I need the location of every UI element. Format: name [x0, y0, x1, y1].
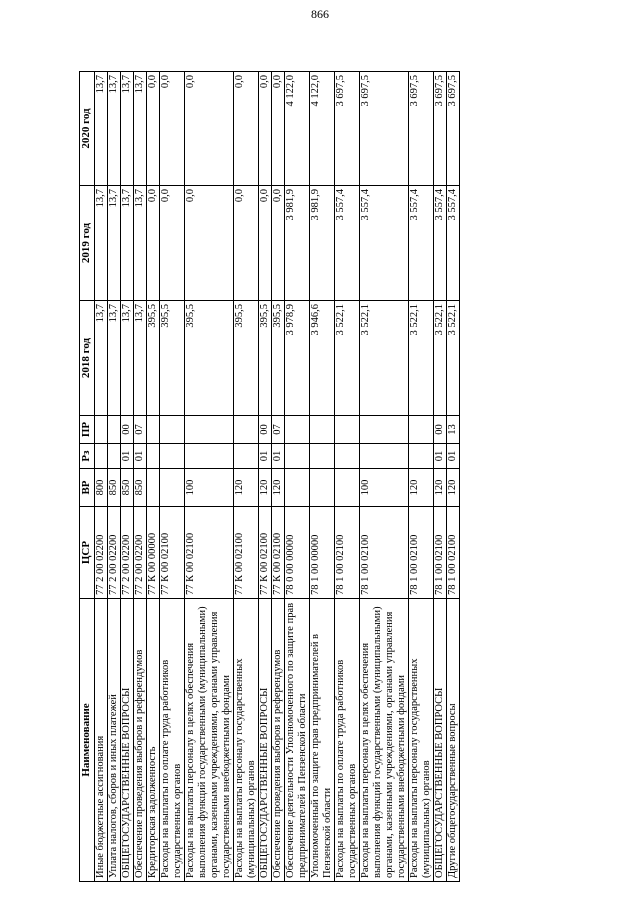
cell-name: ОБЩЕГОСУДАРСТВЕННЫЕ ВОПРОСЫ [121, 599, 134, 882]
cell-vr [335, 469, 360, 507]
cell-rz: 01 [447, 444, 460, 469]
cell-vr: 850 [134, 469, 147, 507]
cell-amount-2019: 3 981,9 [285, 186, 310, 301]
cell-rz [409, 444, 434, 469]
cell-vr: 800 [95, 469, 108, 507]
cell-amount-2018: 395,5 [259, 301, 272, 416]
cell-csr: 78 1 00 02100 [360, 507, 409, 599]
cell-amount-2020: 4 122,0 [285, 72, 310, 186]
cell-amount-2018: 13,7 [108, 301, 121, 416]
cell-amount-2020: 0,0 [234, 72, 259, 186]
table-row [185, 72, 234, 882]
cell-amount-2019: 3 981,9 [310, 186, 335, 301]
cell-csr: 77 К 00 02100 [259, 507, 272, 599]
cell-vr: 120 [447, 469, 460, 507]
cell-pr [95, 416, 108, 444]
cell-name: Расходы на выплаты по оплате труда работников государственных органов [335, 599, 360, 882]
cell-amount-2018: 3 522,1 [409, 301, 434, 416]
cell-name: Расходы на выплаты персоналу в целях обеспечения выполнения функций государственными (муниципальными) органами, казенными учреждениями, органами управления государственными внебюджетными фондами [185, 599, 234, 882]
cell-amount-2020: 0,0 [147, 72, 160, 186]
cell-pr [285, 416, 310, 444]
table-row [147, 72, 160, 882]
cell-csr: 77 К 00 02100 [160, 507, 185, 599]
cell-pr [360, 416, 409, 444]
cell-name: Расходы на выплаты по оплате труда работников государственных органов [160, 599, 185, 882]
cell-csr: 78 1 00 00000 [310, 507, 335, 599]
cell-csr: 78 1 00 02100 [434, 507, 447, 599]
cell-pr [160, 416, 185, 444]
cell-amount-2019: 13,7 [121, 186, 134, 301]
cell-name: Кредиторская задолженность [147, 599, 160, 882]
cell-amount-2019: 0,0 [147, 186, 160, 301]
budget-table [79, 71, 460, 882]
header-pr: ПР [80, 416, 95, 444]
cell-csr: 77 К 00 02100 [272, 507, 285, 599]
cell-amount-2018: 395,5 [272, 301, 285, 416]
cell-amount-2020: 0,0 [185, 72, 234, 186]
table-row [360, 72, 409, 882]
cell-pr [147, 416, 160, 444]
cell-rz: 01 [434, 444, 447, 469]
cell-amount-2018: 395,5 [234, 301, 259, 416]
cell-rz [335, 444, 360, 469]
cell-csr: 78 1 00 02100 [447, 507, 460, 599]
cell-rz [285, 444, 310, 469]
cell-amount-2020: 3 697,5 [335, 72, 360, 186]
cell-name: ОБЩЕГОСУДАРСТВЕННЫЕ ВОПРОСЫ [434, 599, 447, 882]
cell-name: Уполномоченный по защите прав предпринимателей в Пензенской области [310, 599, 335, 882]
cell-name: Расходы на выплаты персоналу государственных (муниципальных) органов [234, 599, 259, 882]
cell-name: Обеспечение проведения выборов и референдумов [134, 599, 147, 882]
cell-pr [108, 416, 121, 444]
header-vr: ВР [80, 469, 95, 507]
cell-csr: 77 2 00 02200 [134, 507, 147, 599]
table-row [95, 72, 108, 882]
table-header-row [80, 72, 95, 882]
cell-amount-2019: 0,0 [185, 186, 234, 301]
cell-csr: 77 К 00 02100 [234, 507, 259, 599]
cell-pr: 07 [272, 416, 285, 444]
cell-csr: 77 К 00 02100 [185, 507, 234, 599]
header-name: Наименование [80, 599, 95, 882]
cell-name: Обеспечение проведения выборов и референдумов [272, 599, 285, 882]
cell-amount-2019: 13,7 [134, 186, 147, 301]
cell-amount-2018: 3 978,9 [285, 301, 310, 416]
cell-amount-2019: 0,0 [272, 186, 285, 301]
cell-amount-2018: 3 522,1 [335, 301, 360, 416]
cell-rz: 01 [134, 444, 147, 469]
cell-name: Другие общегосударственные вопросы [447, 599, 460, 882]
cell-amount-2018: 395,5 [160, 301, 185, 416]
cell-csr: 77 2 00 02200 [95, 507, 108, 599]
cell-amount-2018: 13,7 [95, 301, 108, 416]
table-row [447, 72, 460, 882]
cell-vr: 120 [234, 469, 259, 507]
table-row [335, 72, 360, 882]
cell-vr: 120 [409, 469, 434, 507]
cell-pr [335, 416, 360, 444]
cell-amount-2020: 3 697,5 [447, 72, 460, 186]
cell-pr [234, 416, 259, 444]
cell-vr [285, 469, 310, 507]
page-number: 866 [311, 7, 329, 21]
cell-rz [310, 444, 335, 469]
cell-vr: 100 [360, 469, 409, 507]
cell-pr [409, 416, 434, 444]
cell-csr: 77 2 00 02200 [121, 507, 134, 599]
cell-amount-2020: 13,7 [121, 72, 134, 186]
cell-name: Иные бюджетные ассигнования [95, 599, 108, 882]
table-row [409, 72, 434, 882]
cell-name: Обеспечение деятельности Уполномоченного по защите прав предпринимателей в Пензенской области [285, 599, 310, 882]
cell-amount-2018: 3 522,1 [434, 301, 447, 416]
cell-amount-2019: 3 557,4 [447, 186, 460, 301]
cell-amount-2019: 0,0 [234, 186, 259, 301]
cell-csr: 78 1 00 02100 [409, 507, 434, 599]
cell-amount-2020: 0,0 [160, 72, 185, 186]
cell-pr: 13 [447, 416, 460, 444]
cell-amount-2018: 395,5 [185, 301, 234, 416]
header-2018: 2018 год [80, 301, 95, 416]
cell-amount-2020: 0,0 [259, 72, 272, 186]
cell-name: Уплата налогов, сборов и иных платежей [108, 599, 121, 882]
cell-pr [310, 416, 335, 444]
cell-rz [185, 444, 234, 469]
cell-amount-2018: 3 522,1 [447, 301, 460, 416]
header-2020: 2020 год [80, 72, 95, 186]
cell-rz [160, 444, 185, 469]
cell-amount-2019: 3 557,4 [335, 186, 360, 301]
cell-csr: 77 2 00 02200 [108, 507, 121, 599]
table-row [160, 72, 185, 882]
cell-amount-2020: 13,7 [108, 72, 121, 186]
table-row [121, 72, 134, 882]
header-rz: Рз [80, 444, 95, 469]
cell-rz [108, 444, 121, 469]
cell-vr [310, 469, 335, 507]
cell-csr: 78 0 00 00000 [285, 507, 310, 599]
table-row [234, 72, 259, 882]
cell-amount-2020: 3 697,5 [434, 72, 447, 186]
cell-amount-2019: 3 557,4 [434, 186, 447, 301]
cell-amount-2020: 3 697,5 [409, 72, 434, 186]
cell-rz: 01 [259, 444, 272, 469]
cell-pr: 00 [434, 416, 447, 444]
cell-amount-2020: 13,7 [134, 72, 147, 186]
table-row [285, 72, 310, 882]
header-csr: ЦСР [80, 507, 95, 599]
cell-amount-2020: 0,0 [272, 72, 285, 186]
cell-vr [147, 469, 160, 507]
cell-amount-2019: 3 557,4 [360, 186, 409, 301]
cell-amount-2019: 13,7 [95, 186, 108, 301]
cell-amount-2019: 0,0 [160, 186, 185, 301]
cell-amount-2019: 0,0 [259, 186, 272, 301]
cell-csr: 78 1 00 02100 [335, 507, 360, 599]
cell-vr: 120 [259, 469, 272, 507]
header-2019: 2019 год [80, 186, 95, 301]
cell-rz: 01 [272, 444, 285, 469]
table-row [310, 72, 335, 882]
table-row [434, 72, 447, 882]
table-row [259, 72, 272, 882]
table-row [134, 72, 147, 882]
cell-amount-2019: 3 557,4 [409, 186, 434, 301]
cell-rz: 01 [121, 444, 134, 469]
cell-amount-2019: 13,7 [108, 186, 121, 301]
cell-rz [360, 444, 409, 469]
cell-amount-2018: 3 946,6 [310, 301, 335, 416]
cell-amount-2020: 4 122,0 [310, 72, 335, 186]
cell-pr: 07 [134, 416, 147, 444]
cell-vr: 120 [272, 469, 285, 507]
table-row [108, 72, 121, 882]
cell-csr: 77 К 00 00000 [147, 507, 160, 599]
cell-name: Расходы на выплаты персоналу государственных (муниципальных) органов [409, 599, 434, 882]
cell-name: ОБЩЕГОСУДАРСТВЕННЫЕ ВОПРОСЫ [259, 599, 272, 882]
cell-pr: 00 [259, 416, 272, 444]
cell-rz [234, 444, 259, 469]
cell-vr: 100 [185, 469, 234, 507]
rotated-budget-table-container [79, 72, 559, 882]
cell-amount-2018: 395,5 [147, 301, 160, 416]
cell-amount-2020: 13,7 [95, 72, 108, 186]
cell-vr: 850 [121, 469, 134, 507]
cell-amount-2018: 13,7 [134, 301, 147, 416]
cell-vr: 120 [434, 469, 447, 507]
cell-amount-2020: 3 697,5 [360, 72, 409, 186]
cell-pr [185, 416, 234, 444]
cell-amount-2018: 13,7 [121, 301, 134, 416]
cell-rz [147, 444, 160, 469]
cell-vr: 850 [108, 469, 121, 507]
table-row [272, 72, 285, 882]
cell-vr [160, 469, 185, 507]
cell-amount-2018: 3 522,1 [360, 301, 409, 416]
cell-pr: 00 [121, 416, 134, 444]
cell-name: Расходы на выплаты персоналу в целях обеспечения выполнения функций государственными (муниципальными) органами, казенными учреждениями, органами управления государственными внебюджетными фондами [360, 599, 409, 882]
cell-rz [95, 444, 108, 469]
